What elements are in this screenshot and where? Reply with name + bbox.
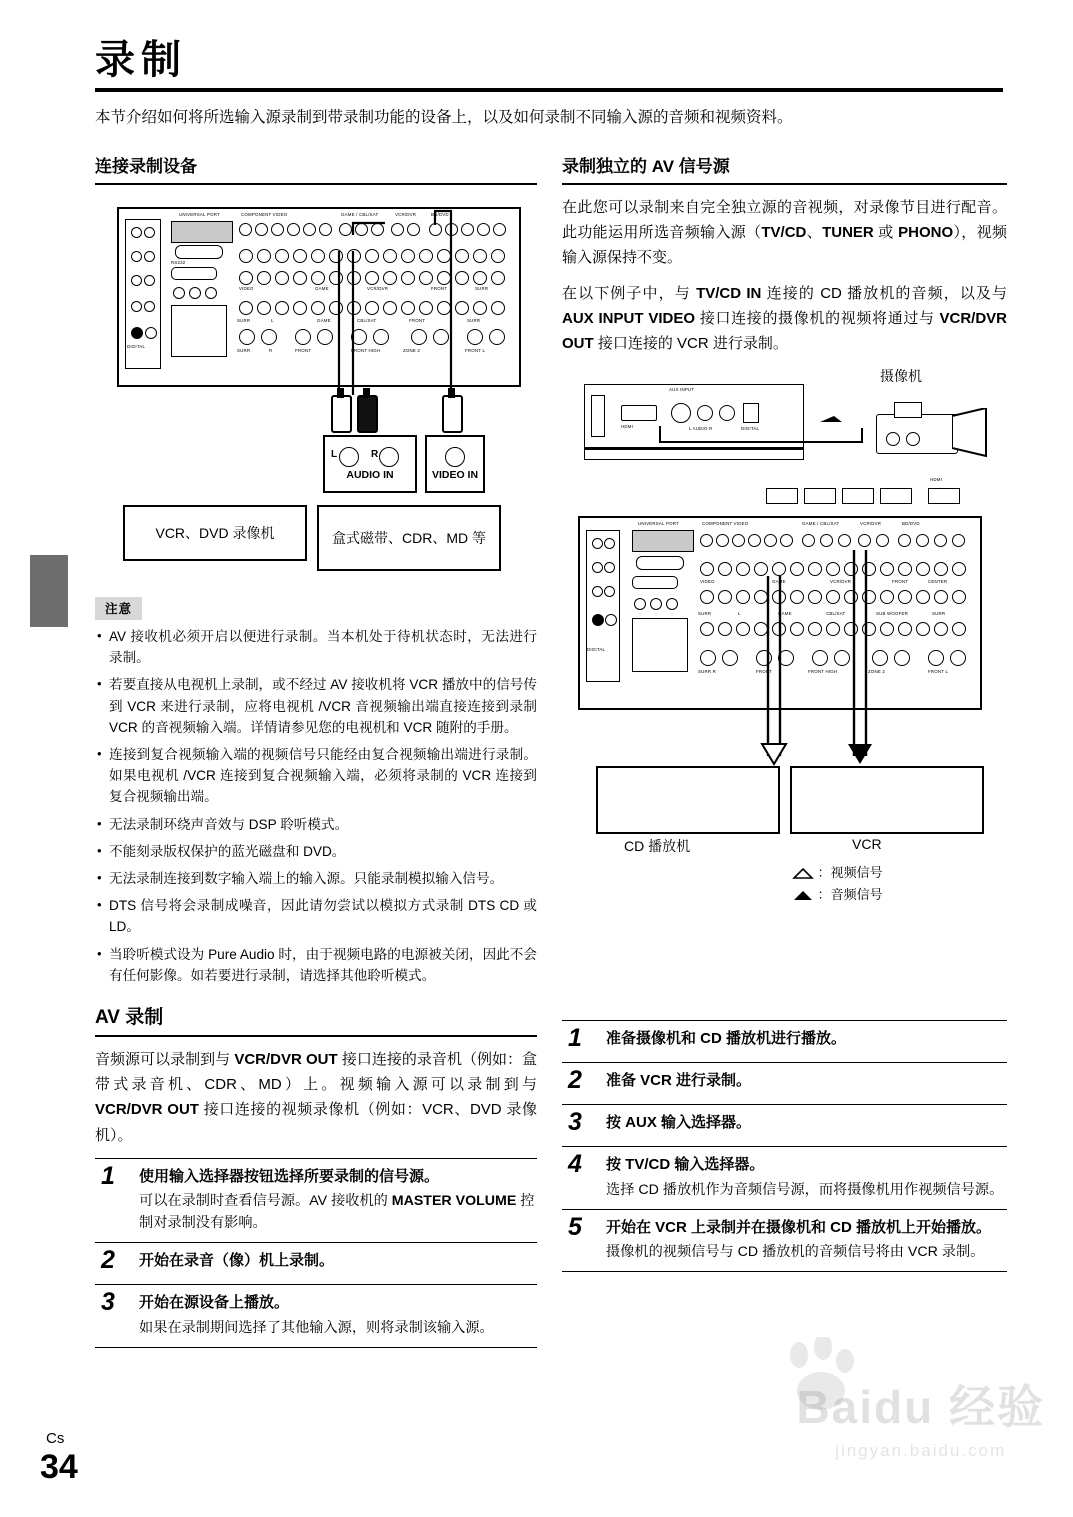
note-block (95, 597, 537, 986)
page-title: 录制 (95, 38, 187, 82)
plug-right-audio (357, 395, 378, 433)
step-heading: 开始在录音（像）机上录制。 (139, 1252, 335, 1270)
step-number: 5 (568, 1212, 582, 1241)
note-list (95, 626, 537, 986)
list-item: • 无法录制环绕声音效与 DSP 聆听模式。 (95, 814, 537, 835)
legend-audio-label: ：音频信号 (817, 887, 883, 903)
step-number: 4 (568, 1150, 582, 1179)
step-desc-post: 控制对录制没有影响。 (139, 1193, 535, 1232)
audio-in-box: L R AUDIO IN (323, 435, 417, 493)
camcorder-label: 摄像机 (880, 368, 922, 385)
av-text-1: 音频源可以录制到与 (95, 1051, 235, 1069)
step-heading: 使用输入选择器按钮选择所要录制的信号源。 (139, 1167, 440, 1185)
p2-bold-auxvideo: AUX INPUT VIDEO (562, 309, 695, 327)
step-item (95, 1243, 537, 1285)
av-text-3: 接口连接的视频录像机（例如：VCR、DVD 录像机）。 (95, 1101, 537, 1144)
step-heading (606, 1112, 1007, 1135)
p1-text-c: ），视频输入源保持不变。 (562, 224, 1007, 267)
av-text-2: 接口连接的录音机（例如：盒带式录音机、CDR、MD）上。视频输入源可以录制到与 (95, 1051, 538, 1094)
title-divider (95, 88, 1003, 92)
list-item: • 连接到复合视频输入端的视频信号只能经由复合视频输出端进行录制。如果电视机 /VCR 连接到复合视频输入端，必须将录制的 VCR 连接到复合视频输出端。 (95, 744, 537, 808)
step-heading: 准备 VCR 进行录制。 (606, 1072, 752, 1090)
baidu-paw-logo (779, 1337, 865, 1417)
step-head-post: 输入选择器。 (670, 1156, 765, 1174)
step-heading: 开始在源设备上播放。 (139, 1294, 290, 1312)
section-title-connect-recorder: 连接录制设备 (95, 152, 537, 185)
figure-independent-av (562, 477, 1007, 986)
device-box-2-label: 盒式磁带、CDR、MD 等 (332, 529, 486, 546)
note-label: 注意 (95, 597, 142, 620)
figure-connect-recorder (95, 199, 537, 579)
video-signal-arrow-icon (792, 868, 814, 880)
step-heading (606, 1154, 1007, 1177)
step-number: 3 (568, 1108, 582, 1137)
p1-text-a: 在此您可以录制来自完全独立源的音视频，对录像节目进行配音。此功能运用所选音频输入源（ (562, 199, 1007, 242)
p2-bold-vcrout: VCR/DVR OUT (562, 309, 1007, 352)
device-box-vcr-dvd (123, 505, 307, 561)
watermark-line-2: jingyan.baidu.com (835, 1441, 1007, 1460)
list-item: • 不能刻录版权保护的蓝光磁盘和 DVD。 (95, 841, 537, 862)
p1-bold-phono: PHONO (898, 224, 954, 242)
step-desc-pre: 可以在录制时查看信号源。AV 接收机的 (139, 1193, 392, 1210)
step-description: 摄像机的视频信号与 CD 播放机的音频信号将由 VCR 录制。 (606, 1244, 985, 1261)
device-box-1-label: VCR、DVD 录像机 (155, 524, 275, 541)
front-panel-illustration: AUX INPUT HDMI L AUDIO R DIGITAL (584, 384, 804, 460)
step-head-bold: AUX (625, 1114, 657, 1132)
p2-text-c: 接口连接的摄像机的视频将通过与 (695, 309, 940, 327)
cd-player-label: CD 播放机 (624, 838, 691, 855)
plug-video (442, 395, 463, 433)
list-item: • 若要直接从电视机上录制，或不经过 AV 接收机将 VCR 播放中的信号传到 VCR 来进行录制，应将电视机 /VCR 音视频输出端直接连接到录制 VCR 的音视频输入端。详情请参见您的电视机和 VCR 随附的手册。 (95, 674, 537, 738)
av-text-bold-2: VCR/DVR OUT (95, 1101, 199, 1119)
step-number: 2 (568, 1066, 582, 1095)
p2-text-d: 接口连接的 VCR 进行录制。 (593, 334, 788, 352)
step-item (562, 1105, 1007, 1147)
right-steps-list (562, 1020, 1007, 1272)
language-code: Cs (46, 1430, 65, 1447)
section-title-independent-av: 录制独立的 AV 信号源 (562, 152, 1007, 185)
list-item: • 无法录制连接到数字输入端上的输入源。只能录制模拟输入信号。 (95, 868, 537, 889)
list-item: • AV 接收机必须开启以便进行录制。当本机处于待机状态时，无法进行录制。 (95, 626, 537, 668)
independent-av-paragraph-1 (562, 195, 1007, 271)
left-steps-list (95, 1158, 537, 1348)
p1-sep: 、 (806, 224, 823, 242)
rear-panel-illustration-2: DIGITAL UNIVERSAL PORT COMPONENT VIDEO GAME / CBL/SAT VCR/DVR BD/DVD VIDEO GAME VCR/DVR FRONT CENTER SURR L GAME CBL/SAT SUB WOOFER SURR SURR R FRONT FRONT HIGH ZONE 2 FRONT L HDMI (578, 516, 982, 710)
step-number: 3 (101, 1288, 115, 1317)
right-column (562, 152, 1007, 1272)
video-in-label: VIDEO IN (431, 469, 479, 481)
audio-signal-arrow-icon (792, 890, 814, 902)
legend-video-label: ：视频信号 (817, 865, 883, 881)
cable-lines-2 (562, 516, 1007, 986)
av-text-bold-1: VCR/DVR OUT (234, 1051, 338, 1069)
step-item (95, 1159, 537, 1244)
figure-legend (792, 862, 883, 906)
left-column (95, 152, 537, 1348)
step-head-post: 输入选择器。 (656, 1114, 752, 1132)
video-in-box (425, 435, 485, 493)
step-heading: 准备摄像机和 CD 播放机进行播放。 (606, 1030, 847, 1048)
p1-or: 或 (873, 224, 899, 242)
independent-av-paragraph-2 (562, 281, 1007, 357)
step-heading: 开始在 VCR 上录制并在摄像机和 CD 播放机上开始播放。 (606, 1218, 992, 1236)
step-item (95, 1285, 537, 1348)
subsection-title-av-recording: AV 录制 (95, 1002, 537, 1037)
device-box-tape-cdr-md (317, 505, 501, 571)
legend-video-row (792, 862, 883, 884)
step-head-bold: TV/CD (625, 1156, 671, 1174)
list-item: • DTS 信号将会录制成噪音，因此请勿尝试以模拟方式录制 DTS CD 或 LD。 (95, 895, 537, 937)
page-number: 34 (40, 1448, 78, 1486)
step-number: 2 (101, 1246, 115, 1275)
rear-panel-illustration: DIGITAL UNIVERSAL PORT RS232 COMPONENT VIDEO GAME / CBL/SAT VCR/DVR BD/DVD VIDEO GAME VCR/DVR FRONT SURR SURR L GAME CBL/SAT FRONT SURR SURR R FRONT FRONT HIGH ZONE 2 FRONT L (117, 207, 521, 387)
vcr-label: VCR (852, 836, 882, 853)
p1-bold-tuner: TUNER (822, 224, 874, 242)
step-head-pre: 按 (606, 1114, 626, 1132)
step-head-pre: 按 (606, 1156, 626, 1174)
step-description (139, 1190, 537, 1234)
watermark-line-1: Baidu 经验 (796, 1381, 1045, 1433)
p2-text-a: 在以下例子中，与 (562, 284, 697, 302)
page-edge-tab (30, 555, 68, 627)
p2-text-b: 连接的 CD 播放机的音频，以及与 (761, 284, 1008, 302)
audio-in-label: AUDIO IN (346, 469, 394, 481)
p1-bold-tvcd: TV/CD (761, 224, 807, 242)
step-number: 1 (568, 1024, 582, 1053)
step-item (562, 1063, 1007, 1105)
step-item (562, 1147, 1007, 1210)
plug-left-audio (331, 395, 352, 433)
step-description: 如果在录制期间选择了其他输入源，则将录制该输入源。 (139, 1319, 494, 1336)
list-item: • 当聆听模式设为 Pure Audio 时，由于视频电路的电源被关闭，因此不会有任何影像。如若要进行录制，请选择其他聆听模式。 (95, 944, 537, 986)
intro-paragraph: 本节介绍如何将所选输入源录制到带录制功能的设备上，以及如何录制不同输入源的音频和视频资料。 (95, 109, 793, 126)
step-item (562, 1210, 1007, 1273)
step-item (562, 1021, 1007, 1063)
legend-audio-row (792, 884, 883, 906)
p2-bold-tvcdin: TV/CD IN (696, 284, 762, 302)
av-recording-paragraph (95, 1047, 537, 1148)
step-description: 选择 CD 播放机作为音频信号源，而将摄像机用作视频信号源。 (606, 1181, 1004, 1198)
step-number: 1 (101, 1161, 115, 1190)
step-desc-bold: MASTER VOLUME (391, 1193, 517, 1210)
